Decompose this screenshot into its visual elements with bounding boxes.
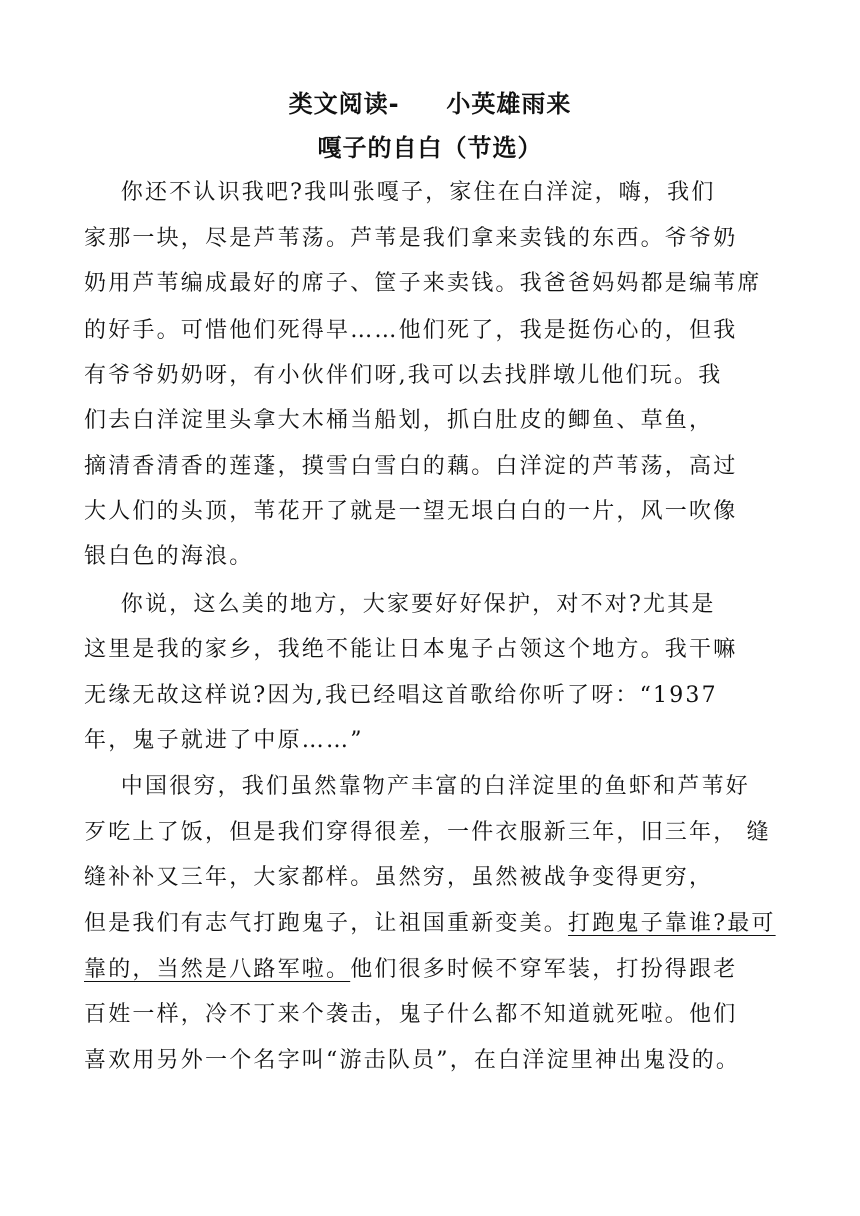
text-line: 这里是我的家乡，我绝不能让日本鬼子占领这个地方。我干嘛 (84, 637, 738, 662)
text-line: 歹吃上了饭，但是我们穿得很差，一件衣服新三年，旧三年， 缝 (84, 820, 771, 845)
text-line: 缝补补又三年，大家都样。虽然穷，虽然被战争变得更穷， (84, 865, 714, 890)
text-line: 家那一块，尽是芦苇荡。芦苇是我们拿来卖钱的东西。爷爷奶 (84, 226, 738, 251)
underlined-sentence: 靠的，当然是八路军啦。 (84, 957, 351, 982)
text-line: 你说，这么美的地方，大家要好好保护，对不对?尤其是 (84, 592, 716, 617)
text-line (84, 955, 737, 985)
text-line: 你还不认识我吧?我叫张嘎子，家住在白洋淀，嗨，我们 (84, 180, 716, 205)
text-line: 有爷爷奶奶呀，有小伙伴们呀,我可以去找胖墩儿他们玩。我 (84, 363, 723, 388)
text-line: 大人们的头顶，苇花开了就是一望无垠白白的一片，风一吹像 (84, 499, 738, 524)
document-subtitle: 嘎子的自白（节选） (317, 134, 543, 162)
text-line: 的好手。可惜他们死得早……他们死了，我是挺伤心的，但我 (84, 318, 738, 343)
text-segment: 但是我们有志气打跑鬼子，让祖国重新变美。 (84, 911, 569, 936)
text-line: 喜欢用另外一个名字叫“游击队员”，在白洋淀里神出鬼没的。 (84, 1048, 741, 1073)
text-line: 无缘无故这样说?因为,我已经唱这首歌给你听了呀：“1937 (84, 683, 718, 708)
text-line: 摘清香清香的莲蓬，摸雪白雪白的藕。白洋淀的芦苇荡，高过 (84, 454, 738, 479)
text-segment: 他们很多时候不穿军装，打扮得跟老 (350, 957, 738, 982)
text-line: 奶用芦苇编成最好的席子、筐子来卖钱。我爸爸妈妈都是编苇席 (84, 271, 762, 296)
document-title: 类文阅读- 小英雄雨来 (288, 90, 572, 118)
text-line (84, 909, 776, 939)
text-line: 们去白洋淀里头拿大木桶当船划，抓白肚皮的鲫鱼、草鱼， (84, 408, 714, 433)
text-line: 中国很穷，我们虽然靠物产丰富的白洋淀里的鱼虾和芦苇好 (84, 774, 750, 799)
text-line: 年，鬼子就进了中原……” (84, 728, 364, 753)
text-line: 百姓一样，冷不丁来个袭击，鬼子什么都不知道就死啦。他们 (84, 1002, 738, 1027)
text-line: 银白色的海浪。 (84, 544, 254, 569)
underlined-sentence: 打跑鬼子靠谁?最可 (568, 911, 776, 936)
